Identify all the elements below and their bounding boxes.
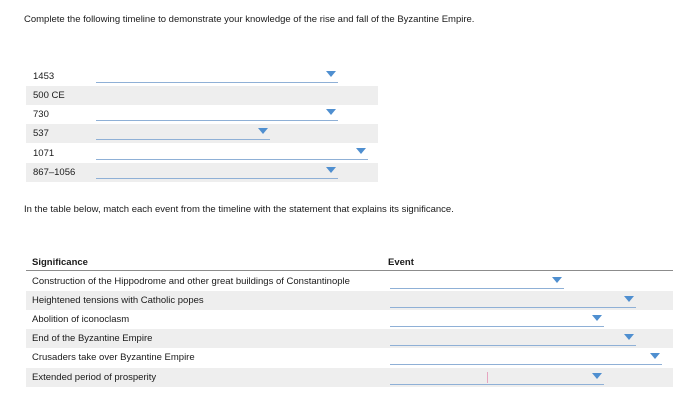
chevron-down-icon [356,148,366,154]
chevron-down-icon [326,167,336,173]
chevron-down-icon [258,128,268,134]
significance-text: Construction of the Hippodrome and other great buildings of Constantinople [32,276,350,287]
chevron-down-icon [624,296,634,302]
header-divider [26,270,673,271]
event-dropdown[interactable] [390,293,636,308]
matching-row-6 [26,368,673,387]
matching-prompt: In the table below, match each event from the timeline with the statement that explains its significance. [24,204,454,215]
significance-text: Abolition of iconoclasm [32,314,130,325]
timeline-year: 730 [33,109,49,120]
timeline-event-dropdown[interactable] [96,145,368,160]
timeline-row-5 [26,144,378,163]
chevron-down-icon [326,109,336,115]
instructions-text: Complete the following timeline to demonstrate your knowledge of the rise and fall of the Byzantine Empire. [24,14,475,25]
matching-row-2 [26,291,673,310]
chevron-down-icon [650,353,660,359]
timeline-event-dropdown[interactable] [96,106,338,121]
chevron-down-icon [624,334,634,340]
text-cursor [487,372,488,383]
timeline-event-dropdown[interactable] [96,68,338,83]
significance-text: Extended period of prosperity [32,372,157,383]
timeline-year: 1071 [33,148,55,159]
event-dropdown[interactable] [390,350,662,365]
chevron-down-icon [552,277,562,283]
event-dropdown[interactable] [390,274,564,289]
timeline-event-dropdown[interactable] [96,164,338,179]
significance-text: Heightened tensions with Catholic popes [32,295,204,306]
chevron-down-icon [326,71,336,77]
event-dropdown[interactable] [390,331,636,346]
timeline-year: 867–1056 [33,167,76,178]
significance-text: Crusaders take over Byzantine Empire [32,352,195,363]
matching-row-1 [26,272,673,291]
timeline-row-2 [26,86,378,105]
matching-row-3 [26,310,673,329]
matching-row-5 [26,348,673,367]
matching-row-4 [26,329,673,348]
event-dropdown[interactable] [390,312,604,327]
chevron-down-icon [592,373,602,379]
timeline-row-4 [26,124,378,143]
event-header: Event [388,257,414,268]
timeline-year: 1453 [33,71,55,82]
timeline-event-dropdown[interactable] [96,125,270,140]
timeline-row-6 [26,163,378,182]
significance-text: End of the Byzantine Empire [32,333,153,344]
timeline-row-3 [26,105,378,124]
timeline-year: 500 CE [33,90,65,101]
event-dropdown[interactable] [390,370,604,385]
timeline-year: 537 [33,128,49,139]
timeline-row-1 [26,67,378,86]
significance-header: Significance [32,257,88,268]
chevron-down-icon [592,315,602,321]
